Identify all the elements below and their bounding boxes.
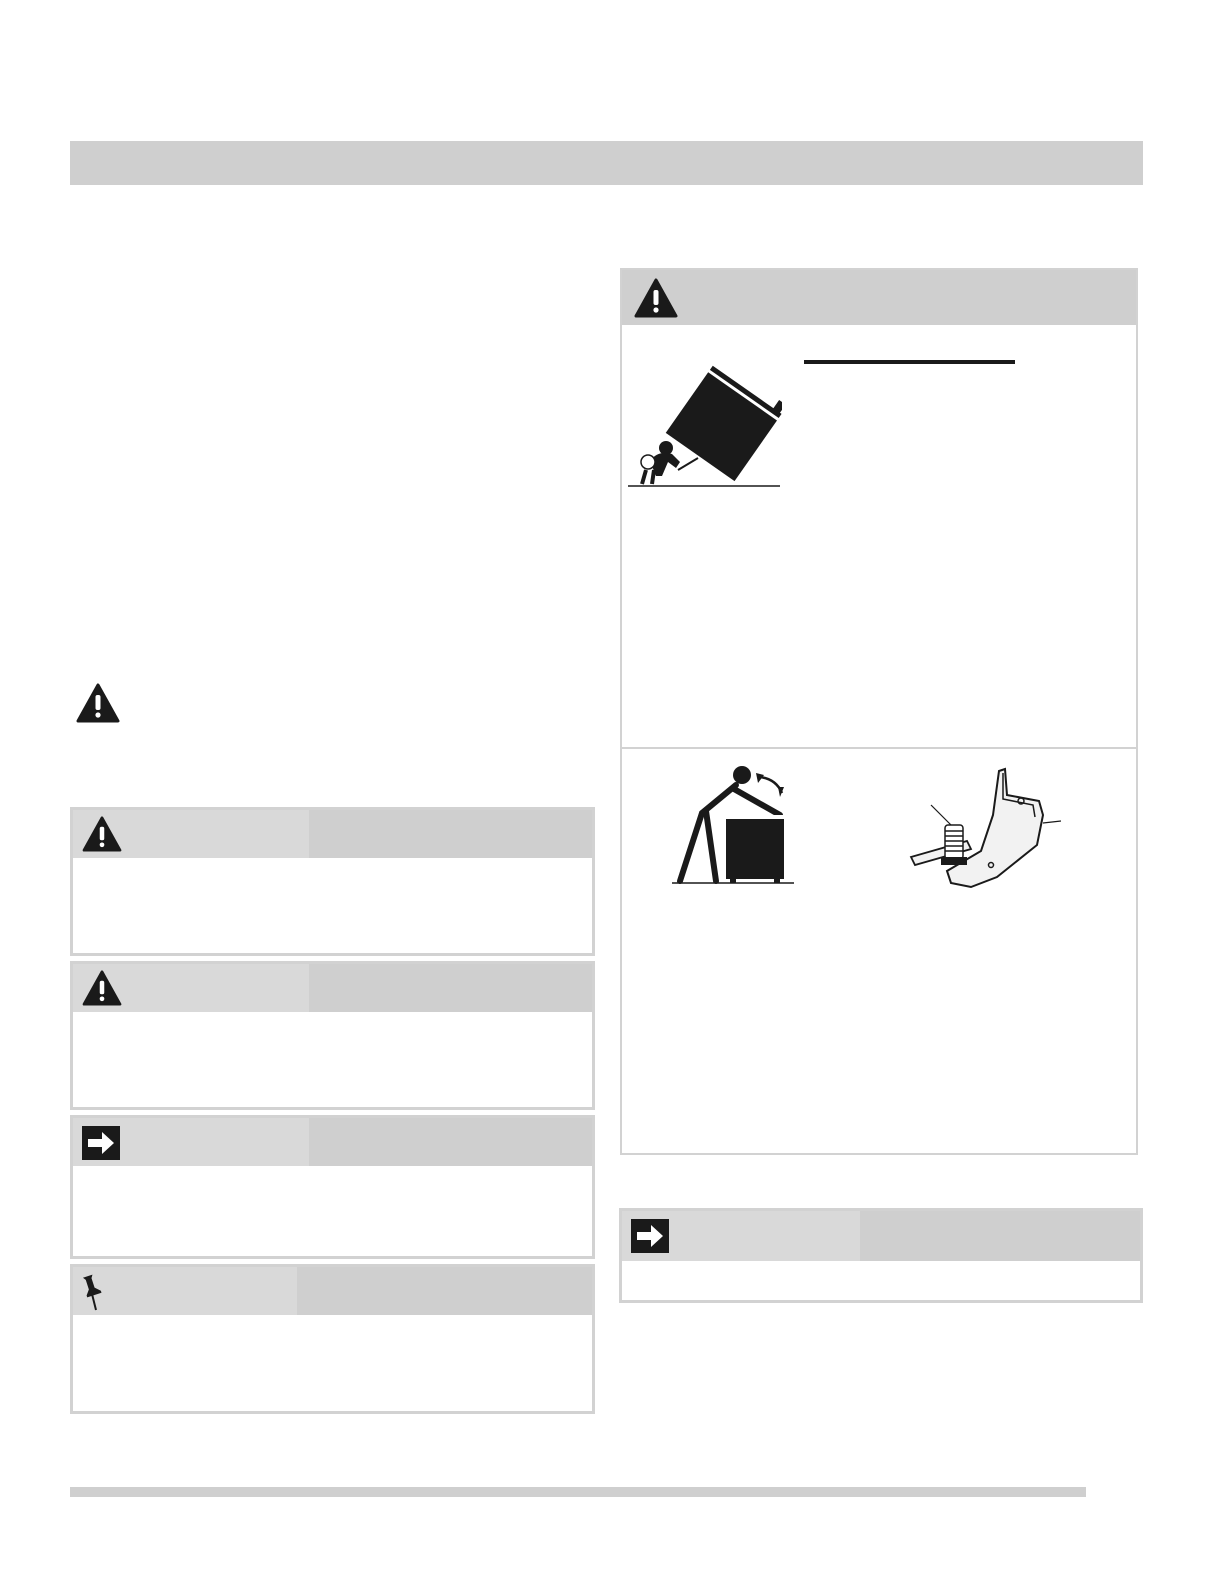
important-panel-right: [619, 1208, 1143, 1303]
anti-tip-warning-panel: [620, 268, 1138, 1155]
header-bar: [70, 141, 1143, 185]
warning-panel-1-header: [73, 810, 592, 858]
child-tipping-range-illustration: [628, 358, 782, 490]
warning-triangle-icon: [82, 816, 122, 852]
note-panel-header: [73, 1267, 592, 1315]
arrow-right-icon: [82, 1126, 120, 1160]
warning-triangle-icon: [82, 970, 122, 1006]
anti-tip-warning-header: [622, 270, 1136, 325]
warning-panel-2: [70, 961, 595, 1110]
important-panel-right-header: [622, 1211, 1140, 1261]
arrow-right-icon: [631, 1219, 669, 1253]
footer-bar: [70, 1487, 1086, 1497]
pushpin-icon: [81, 1272, 105, 1312]
warning-panel-2-header: [73, 964, 592, 1012]
anti-tip-bracket-illustration: [907, 765, 1063, 895]
warning-triangle-icon: [634, 278, 678, 318]
person-lifting-range-illustration: [672, 765, 798, 887]
warning-triangle-icon: [76, 683, 120, 723]
heading-underline: [804, 360, 1015, 364]
section-divider: [622, 747, 1136, 749]
important-panel: [70, 1115, 595, 1259]
warning-panel-1: [70, 807, 595, 956]
important-panel-header: [73, 1118, 592, 1166]
note-panel: [70, 1264, 595, 1414]
